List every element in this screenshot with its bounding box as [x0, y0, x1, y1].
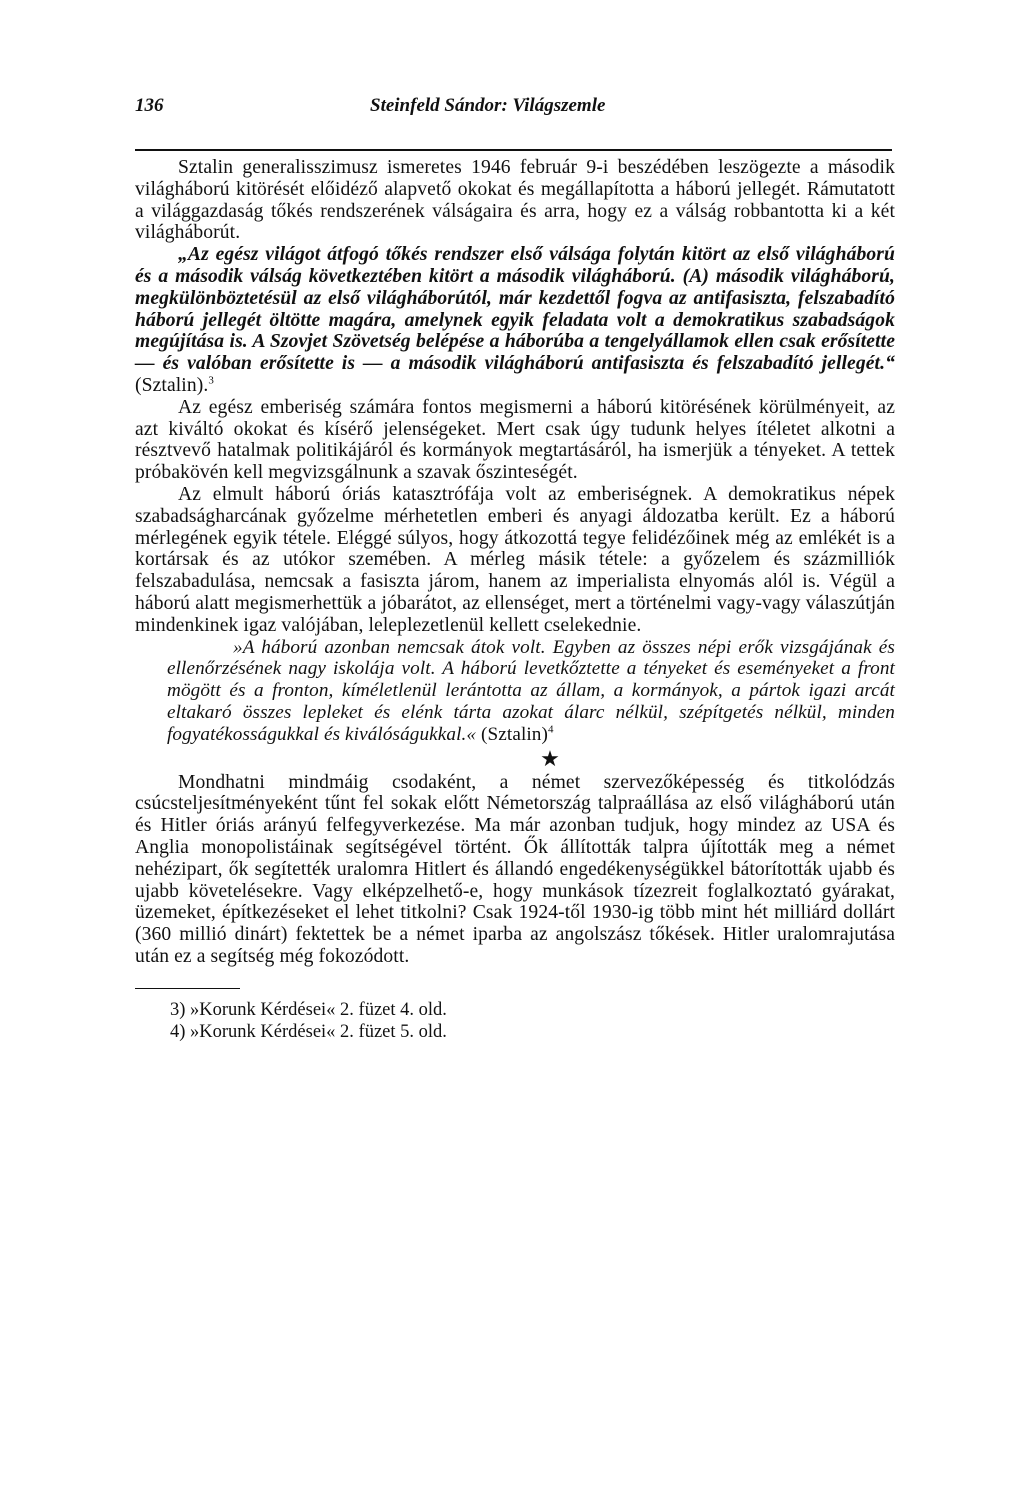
- footnote-3: 3) »Korunk Kérdései« 2. füzet 4. old.: [170, 999, 447, 1020]
- footnote-rule: [135, 988, 240, 989]
- footnote-ref-4: 4: [548, 723, 554, 736]
- stalin-quote-text: „Az egész világot átfogó tőkés rendszer első válsága folytán kitört az első világháború és a második válság következtében kitört a második világháború. (A) második világháború, megkülönböztetésül az első világháborútól, már kezdettől fogva az antifasiszta, felszabadító háború jellegét öltötte magára, amelynek egyik feladata volt a demokratikus szabadságok megújítása is. A Szovjet Szövetség belépése a háborúba a tengelyállamok ellen csak erősítette — és valóban erősítette is — a második világháború antifasiszta és felszabadító jellegét.“: [135, 244, 895, 375]
- running-title: Steinfeld Sándor: Világszemle: [370, 95, 606, 116]
- paragraph-4: Az elmult háború óriás katasztrófája volt az emberiségnek. A demokratikus népek szabadságharcának győzelme mérhetetlen emberi és anyagi áldozatba került. Ez a háború mérlegének egyik tétele. Eléggé súlyos, hogy átkozottá tegye felidézőinek még az emlékét is a kortársak és az utókor szemében. A mérleg másik tétele: a győzelem és százmilliók felszabadulása, nemcsak a fasiszta járom, hanem az imperialista elnyomás alól is. Végül a háború alatt megismerhettük a jóbarátot, az ellenséget, mert a történelmi vagy-vagy válaszútján mindenkinek igaz valójában, leleplezetlenül kellett cselekednie.: [135, 483, 895, 636]
- header-rule: [135, 149, 892, 151]
- section-star-separator: ★: [540, 745, 560, 771]
- quote-source: (Sztalin).: [135, 374, 209, 396]
- block-quote-source: (Sztalin): [476, 723, 548, 745]
- footnote-ref-3: 3: [208, 374, 214, 387]
- block-quote-text: »A háború azonban nemcsak átok volt. Egyben az összes népi erők vizsgájának és ellenőrzésének nagy iskolája volt. A háború levetkőztette a tényeket és eseményeket a front mögött és a fronton, kíméletlenül lerántotta az állam, a kormányok, a pártok igazi arcát eltakaró összes lepleket és elénk tárta azokat álarc nélkül, szépítgetés nélkül, minden fogyatékosságukkal és kiválóságukkal.«: [167, 636, 895, 745]
- paragraph-3: Az egész emberiség számára fontos megismerni a háború kitörésének körülményeit, az azt kiváltó okokat és kísérő jelenségeket. Mert csak úgy tudunk helyes ítéletet alkotni a résztvevő hatalmak politikájáról és kormányok megtartásáról, ha ismerjük a tényeket. A tettek próbakövén kell megvizsgálnunk a szavak őszinteségét.: [135, 396, 895, 484]
- block-quote: [167, 637, 895, 746]
- footnote-4: 4) »Korunk Kérdései« 2. füzet 5. old.: [170, 1021, 447, 1042]
- paragraph-5: Mondhatni mindmáig csodaként, a német szervezőképesség és titkolódzás csúcsteljesítményeként tűnt fel sokak előtt Németország talpraállása az első világháború után és Hitler óriás arányú felfegyverkezése. Ma már azonban tudjuk, hogy mindez az USA és Anglia monopolistáinak segítségével történt. Ők állították talpra újították meg a német nehézipart, ők segítették uralomra Hitlert és állandó engedékenységükkel bátorították ujabb és ujabb követelésekre. Vagy elképzelhető-e, hogy munkások tízezreit foglalkoztató gyárakat, üzemeket, építkezéseket el lehet titkolni? Csak 1924-től 1930-ig több mint hét milliárd dollárt (360 millió dinárt) fektettek be a német iparba az angolszász tőkések. Hitler uralomrajutása után ez a segítség még fokozódott.: [135, 771, 895, 967]
- document-page: [135, 95, 895, 1043]
- page-number: 136: [135, 95, 164, 116]
- paragraph-1: Sztalin generalisszimusz ismeretes 1946 február 9-i beszédében leszögezte a második világháború kitörését előidéző alapvető okokat és megállapította a háború jellegét. Rámutatott a világgazdaság tőkés rendszerének válságaira és arra, hogy ez a válság robbantotta ki a két világháborút.: [135, 157, 895, 244]
- running-header: [135, 95, 895, 127]
- stalin-quote-paragraph: [135, 244, 895, 397]
